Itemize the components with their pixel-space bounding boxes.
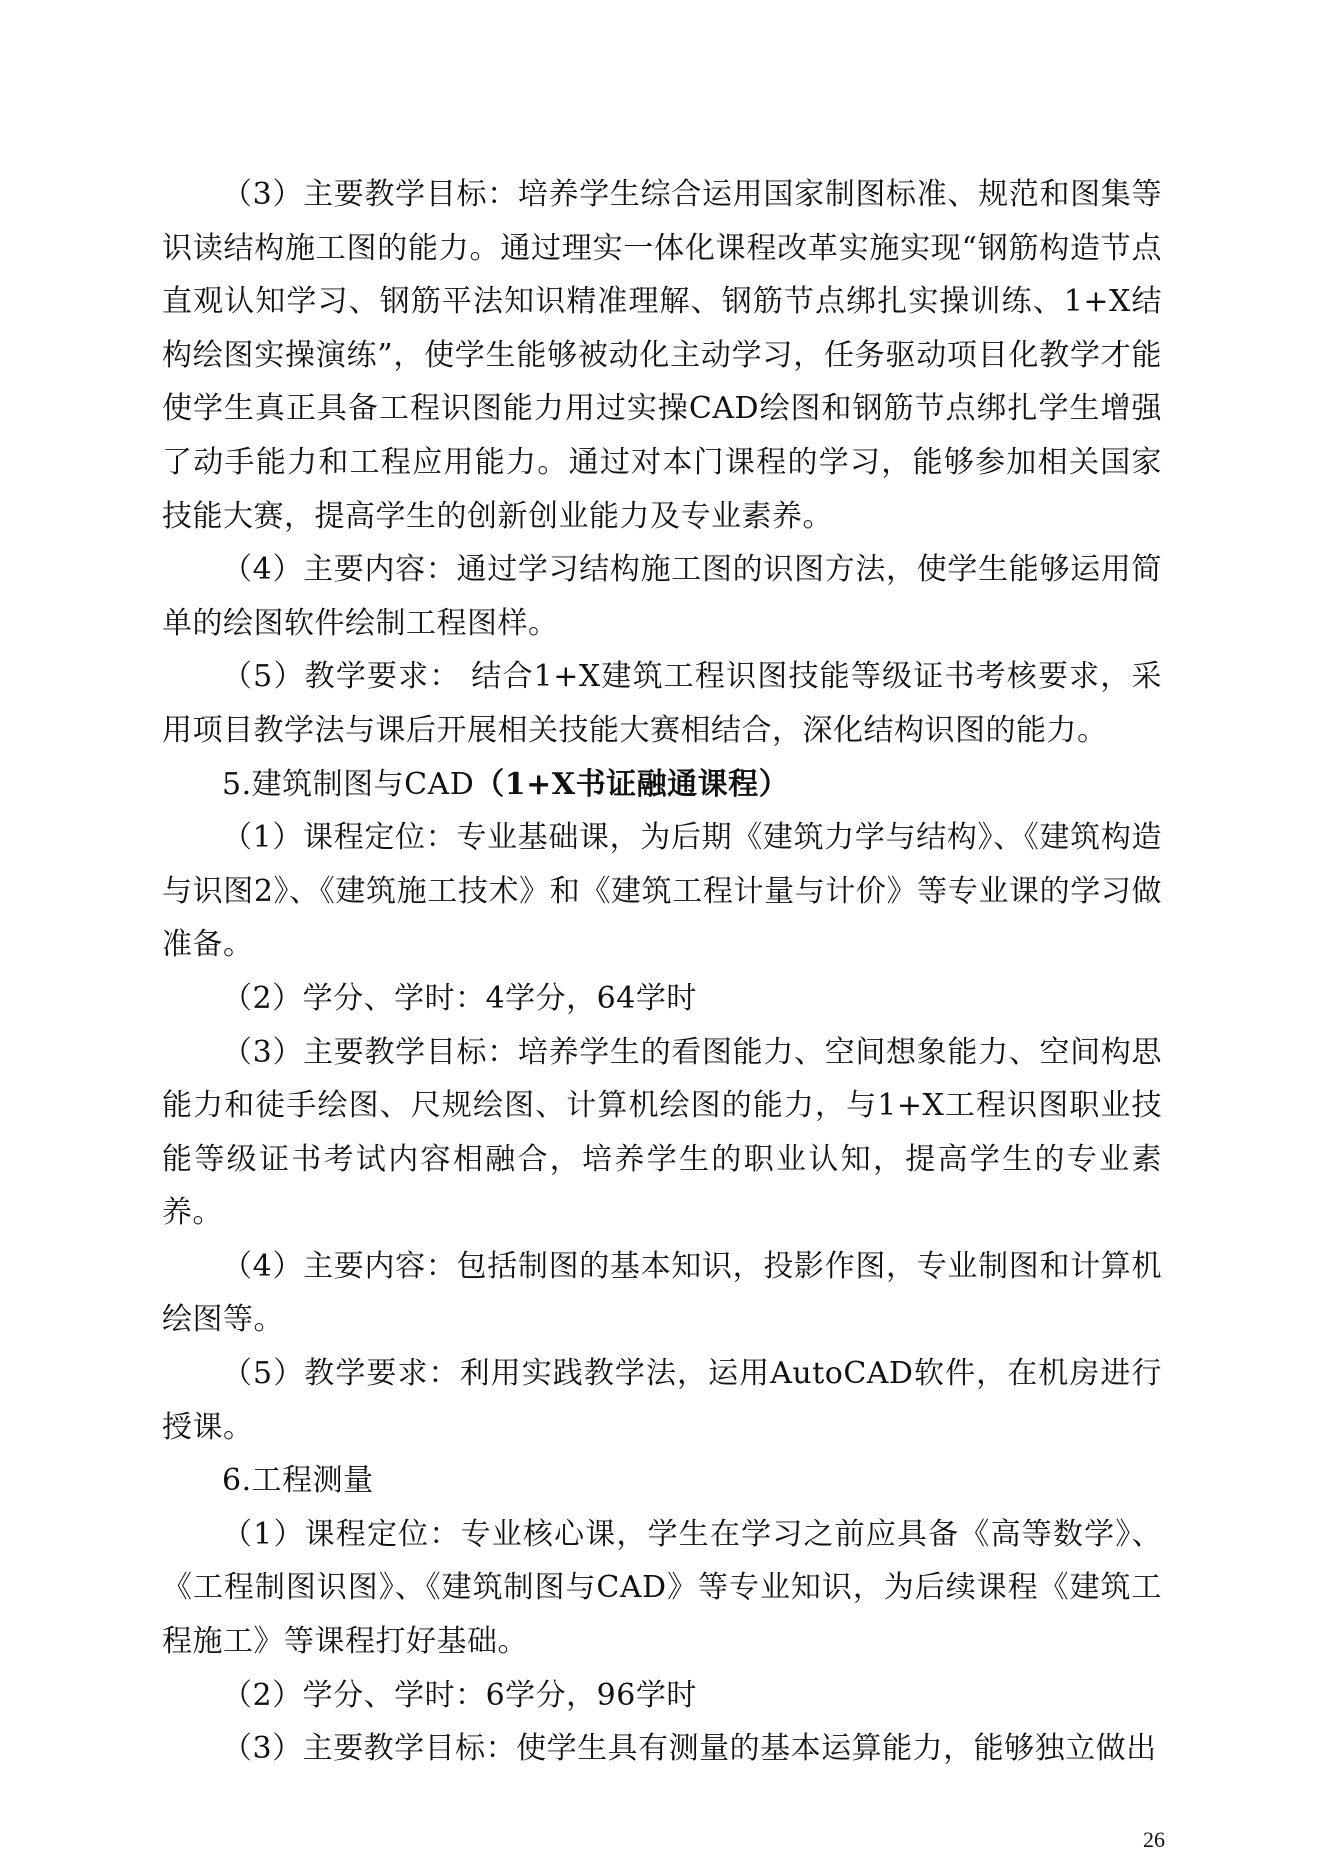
paragraph-teaching-requirements: （5）教学要求： 结合1+X建筑工程识图技能等级证书考核要求，采用项目教学法与课后开展相关技能大赛相结合，深化结构识图的能力。 (162, 659, 1162, 748)
section-heading-surveying: 6.工程测量 (222, 1463, 374, 1499)
section-heading-cad (162, 758, 1162, 812)
section-heading-cad-title: 5.建筑制图与CAD (222, 766, 475, 802)
paragraph-teaching-goals: （3）主要教学目标：培养学生的看图能力、空间想象能力、空间构思能力和徒手绘图、尺规绘图、计算机绘图的能力，与1+X工程识图职业技能等级证书考试内容相融合，培养学生的职业认知，提高学生的专业素养。 (162, 1034, 1162, 1231)
section-heading-cad-note: （1+X书证融通课程） (474, 766, 790, 802)
paragraph-teaching-requirements: （5）教学要求：利用实践教学法，运用AutoCAD软件，在机房进行授课。 (162, 1356, 1162, 1445)
paragraph-main-content: （4）主要内容：包括制图的基本知识，投影作图，专业制图和计算机绘图等。 (162, 1248, 1162, 1338)
paragraph-teaching-goals: （3）主要教学目标：使学生具有测量的基本运算能力，能够独立做出 (222, 1731, 1157, 1767)
paragraph-credits-hours: （2）学分、学时：4学分，64学时 (222, 980, 697, 1016)
paragraph-main-content: （4）主要内容：通过学习结构施工图的识图方法，使学生能够运用简单的绘图软件绘制工程图样。 (162, 552, 1162, 641)
paragraph-teaching-goals: （3）主要教学目标：培养学生综合运用国家制图标准、规范和图集等识读结构施工图的能力。通过理实一体化课程改革实施实现“钢筋构造节点直观认知学习、钢筋平法知识精准理解、钢筋节点绑扎实操训练、1+X结构绘图实操演练”，使学生能够被动化主动学习，任务驱动项目化教学才能使学生真正具备工程识图能力用过实操CAD绘图和钢筋节点绑扎学生增强了动手能力和工程应用能力。通过对本门课程的学习，能够参加相关国家技能大赛，提高学生的创新创业能力及专业素养。 (162, 177, 1162, 534)
paragraph-credits-hours: （2）学分、学时：6学分，96学时 (222, 1677, 697, 1713)
page-number: 26 (1143, 1827, 1165, 1852)
paragraph-course-position: （1）课程定位：专业核心课，学生在学习之前应具备《高等数学》、《工程制图识图》、《建筑制图与CAD》等专业知识，为后续课程《建筑工程施工》等课程打好基础。 (162, 1516, 1162, 1660)
page-body (162, 168, 1162, 1776)
paragraph-course-position: （1）课程定位：专业基础课，为后期《建筑力学与结构》、《建筑构造与识图2》、《建筑施工技术》和《建筑工程计量与计价》等专业课的学习做准备。 (162, 820, 1162, 963)
